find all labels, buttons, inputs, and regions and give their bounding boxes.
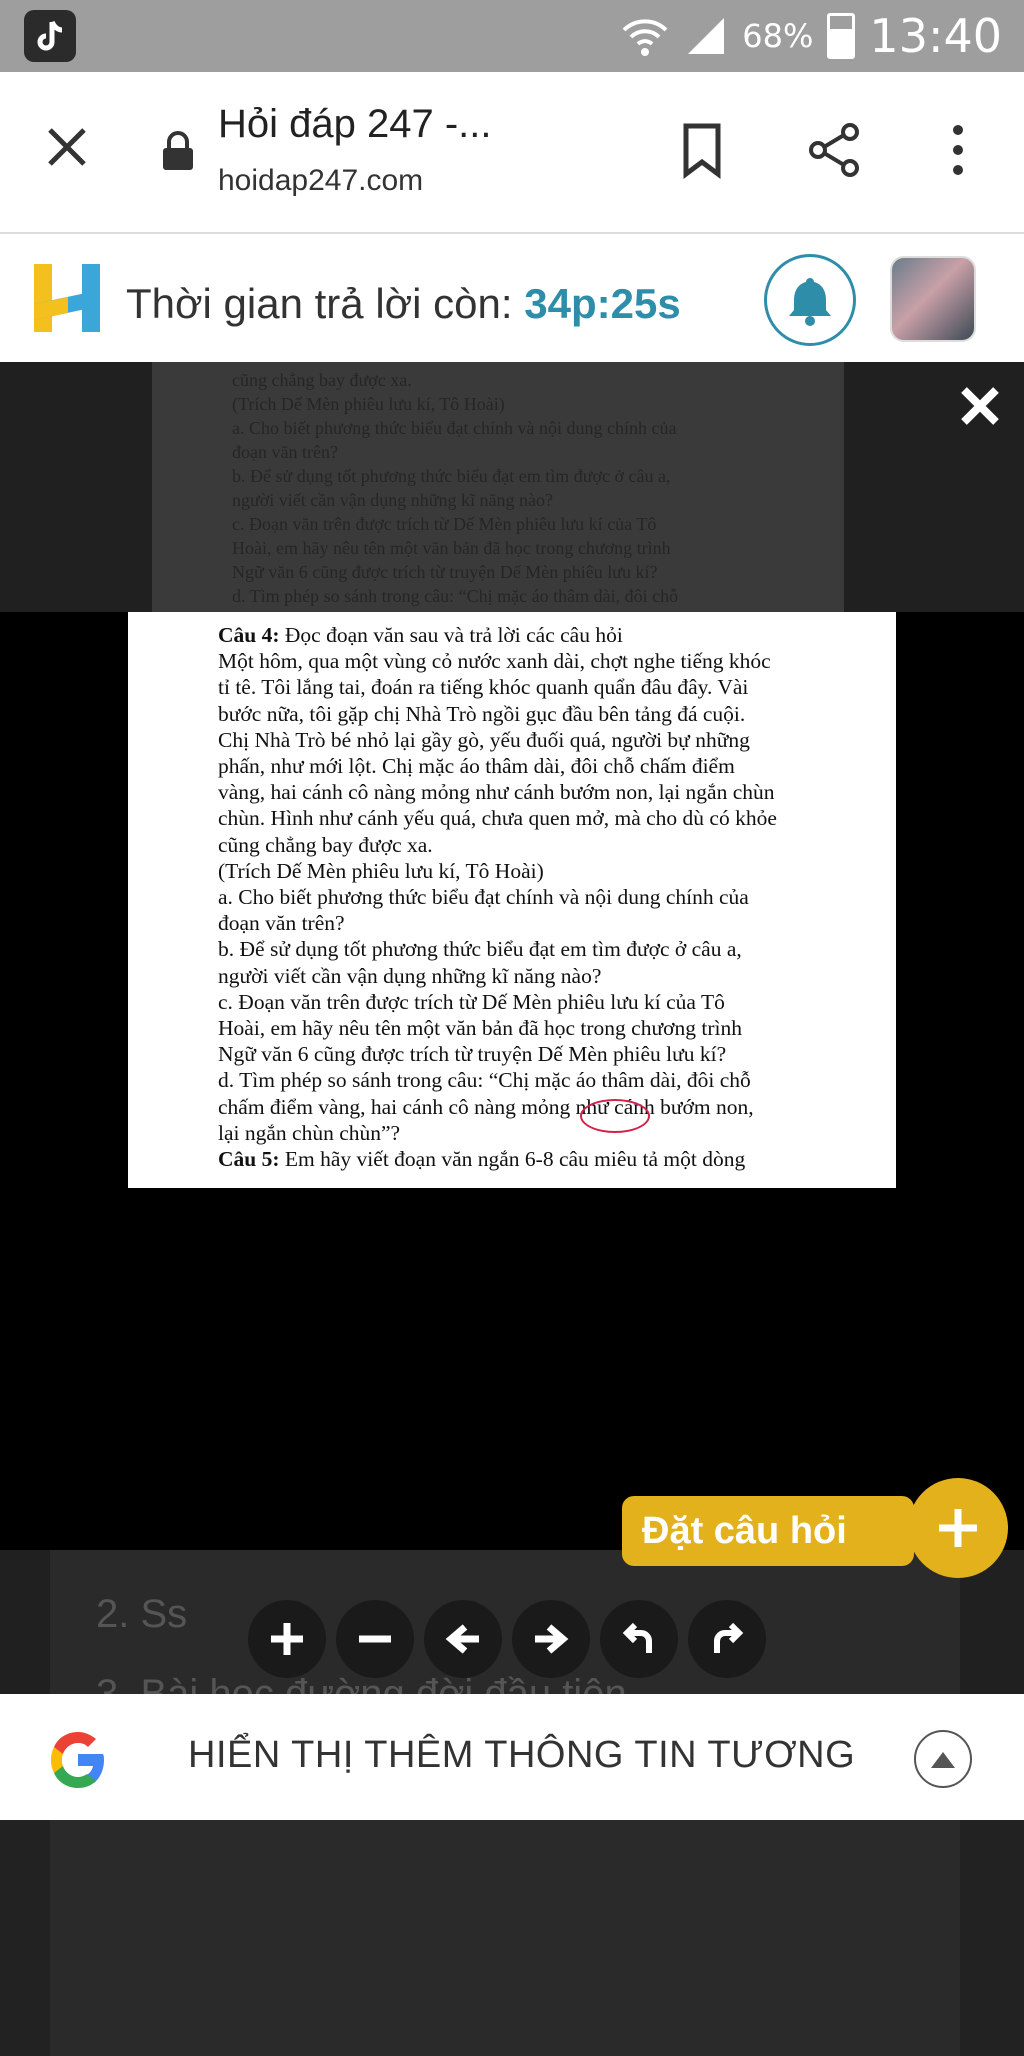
plus-icon — [267, 1619, 307, 1659]
document-image[interactable] — [128, 612, 896, 1188]
timer-value: 34p:25s — [524, 280, 681, 327]
ask-question-label[interactable]: Đặt câu hỏi — [622, 1496, 914, 1566]
bookmark-icon[interactable] — [674, 120, 730, 180]
avatar[interactable] — [890, 256, 976, 342]
document-line: bước nữa, tôi gặp chị Nhà Trò ngồi gục đầu bên tảng đá cuội. — [218, 701, 746, 726]
zoom-in-button[interactable] — [248, 1600, 326, 1678]
background-line: c. Đoạn văn trên được trích từ Dế Mèn phiêu lưu kí của Tô — [232, 514, 657, 534]
background-line: Hoài, em hãy nêu tên một văn bản đã học trong chương trình — [232, 538, 671, 558]
document-line: lại ngắn chùn chùn”? — [218, 1120, 401, 1145]
google-bottom-bar[interactable] — [0, 1694, 1024, 1820]
document-line: Một hôm, qua một vùng cỏ nước xanh dài, chợt nghe tiếng khóc — [218, 649, 771, 674]
expand-button[interactable] — [914, 1730, 972, 1788]
minus-icon — [355, 1619, 395, 1659]
arrow-right-icon — [531, 1619, 571, 1659]
background-line: b. Để sử dụng tốt phương thức biểu đạt em tìm được ở câu a, — [232, 466, 671, 486]
rotate-right-button[interactable] — [688, 1600, 766, 1678]
document-line: phấn, như mới lột. Chị mặc áo thâm dài, đôi chỗ chấm điểm — [218, 754, 735, 779]
document-line: Hoài, em hãy nêu tên một văn bản đã học trong chương trình — [218, 1016, 742, 1041]
ask-question-button[interactable] — [908, 1478, 1008, 1578]
background-line: Ngữ văn 6 cũng được trích từ truyện Dế Mèn phiêu lưu kí? — [232, 562, 658, 582]
wifi-icon — [620, 14, 670, 58]
arrow-left-icon — [443, 1619, 483, 1659]
rotate-left-button[interactable] — [600, 1600, 678, 1678]
background-line: người viết cần vận dụng những kĩ năng nào? — [232, 490, 553, 510]
close-icon[interactable] — [42, 122, 92, 172]
bell-icon — [786, 274, 834, 326]
triangle-up-icon — [929, 1748, 957, 1770]
image-toolbar — [248, 1600, 768, 1678]
rotate-right-icon — [707, 1619, 747, 1659]
page-title: Hỏi đáp 247 -... — [218, 102, 492, 146]
notification-button[interactable] — [764, 254, 856, 346]
hoidap247-logo-icon[interactable] — [32, 260, 102, 336]
document-line: chùn. Hình như cánh yếu quá, chưa quen mở, mà cho dù có khỏe — [218, 806, 777, 831]
page-host: hoidap247.com — [218, 164, 424, 197]
question-4-heading: Câu 4: Đọc đoạn văn sau và trả lời các câu hỏi — [218, 623, 623, 647]
document-line: cũng chẳng bay được xa. — [218, 832, 433, 857]
background-text — [152, 362, 844, 612]
document-line: a. Cho biết phương thức biểu đạt chính và nội dung chính của — [218, 885, 749, 910]
background-line: cũng chẳng bay được xa. — [232, 370, 412, 390]
highlight-circle — [580, 1099, 650, 1133]
document-line: đoạn văn trên? — [218, 911, 345, 936]
lock-icon — [160, 130, 196, 172]
background-line: d. Tìm phép so sánh trong câu: “Chị mặc áo thâm dài, đôi chỗ — [232, 586, 679, 606]
document-line: người viết cần vận dụng những kĩ năng nào? — [218, 963, 602, 988]
timer-label: Thời gian trả lời còn: — [126, 280, 513, 327]
close-viewer-icon[interactable] — [954, 380, 1006, 432]
document-line: chấm điểm vàng, hai cánh cô nàng mỏng như cánh bướm non, — [218, 1094, 754, 1119]
next-button[interactable] — [512, 1600, 590, 1678]
tiktok-icon — [24, 10, 76, 62]
signal-icon — [684, 14, 728, 58]
plus-icon — [935, 1505, 981, 1551]
document-line: b. Để sử dụng tốt phương thức biểu đạt em tìm được ở câu a, — [218, 937, 742, 962]
more-options-icon[interactable] — [938, 120, 978, 180]
site-header — [0, 234, 1024, 362]
clock: 13:40 — [869, 9, 1002, 63]
document-line: vàng, hai cánh cô nàng mỏng như cánh bướm non, lại ngắn chùn — [218, 780, 775, 805]
google-logo-icon — [46, 1728, 110, 1792]
previous-button[interactable] — [424, 1600, 502, 1678]
document-line: (Trích Dế Mèn phiêu lưu kí, Tô Hoài) — [218, 858, 544, 883]
answer-item: 2. Ss — [96, 1592, 188, 1636]
status-bar — [0, 0, 1024, 72]
question-5-heading: Câu 5: Em hãy viết đoạn văn ngắn 6-8 câu miêu tả một dòng — [218, 1147, 746, 1172]
share-icon[interactable] — [806, 120, 862, 180]
document-line: tỉ tê. Tôi lắng tai, đoán ra tiếng khóc quanh quẩn đâu đây. Vài — [218, 675, 749, 700]
battery-icon — [827, 13, 855, 59]
browser-toolbar — [0, 72, 1024, 234]
zoom-out-button[interactable] — [336, 1600, 414, 1678]
battery-percentage: 68% — [742, 17, 814, 55]
background-line: a. Cho biết phương thức biểu đạt chính và nội dung chính của — [232, 418, 677, 438]
answer-timer — [126, 280, 681, 328]
document-line: d. Tìm phép so sánh trong câu: “Chị mặc áo thâm dài, đôi chỗ — [218, 1068, 751, 1093]
document-line: c. Đoạn văn trên được trích từ Dế Mèn phiêu lưu kí của Tô — [218, 989, 725, 1014]
rotate-left-icon — [619, 1619, 659, 1659]
background-page — [152, 362, 844, 612]
background-line: (Trích Dế Mèn phiêu lưu kí, Tô Hoài) — [232, 394, 505, 414]
document-line: Chị Nhà Trò bé nhỏ lại gầy gò, yếu đuối quá, người bự những — [218, 727, 750, 752]
document-lines — [218, 648, 818, 1146]
background-line: đoạn văn trên? — [232, 442, 338, 462]
show-more-info-label[interactable]: HIỂN THỊ THÊM THÔNG TIN TƯƠNG — [188, 1734, 856, 1776]
document-line: Ngữ văn 6 cũng được trích từ truyện Dế Mèn phiêu lưu kí? — [218, 1042, 727, 1067]
